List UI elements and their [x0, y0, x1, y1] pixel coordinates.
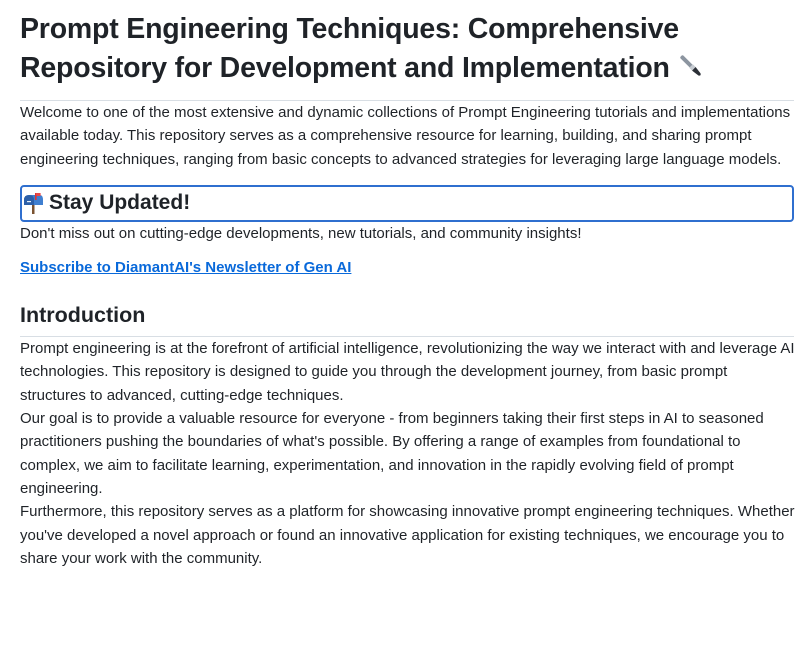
- stay-updated-box: [20, 185, 794, 222]
- paintbrush-icon: [676, 51, 706, 92]
- introduction-paragraph-3: Furthermore, this repository serves as a platform for showcasing innovative prompt engineering techniques. Whether you've developed a novel approach or found an innovative application for existing techniques, we encourage you to share your work with the community.: [20, 503, 795, 567]
- missout-paragraph: Don't miss out on cutting-edge developments, new tutorials, and community insights!: [20, 224, 582, 242]
- introduction-heading: Introduction: [20, 303, 146, 328]
- stay-updated-heading-text: Stay Updated!: [49, 191, 191, 215]
- newsletter-subscribe-link[interactable]: Subscribe to DiamantAI's Newsletter of Gen AI: [20, 259, 352, 277]
- mailbox-icon: [22, 192, 44, 214]
- introduction-paragraph-2: Our goal is to provide a valuable resource for everyone - from beginners taking their first steps in AI to seasoned practitioners pushing the boundaries of what's possible. By offering a range of examples from foundational to complex, we aim to facilitate learning, experimentation, and innovation in the rapidly evolving field of prompt engineering.: [20, 410, 764, 497]
- stay-updated-heading: [22, 191, 190, 215]
- introduction-paragraph-1: Prompt engineering is at the forefront of artificial intelligence, revolutionizing the way we interact with and leverage AI technologies. This repository is designed to guide you through the development journey, from basic prompt structures to advanced, cutting-edge techniques.: [20, 340, 795, 404]
- page-title: [20, 10, 792, 92]
- intro-paragraph: Welcome to one of the most extensive and dynamic collections of Prompt Engineering tutorials and implementations available today. This repository serves as a comprehensive resource for learning, building, and sharing prompt engineering techniques, ranging from basic concepts to advanced strategies for leveraging large language models.: [20, 104, 791, 168]
- page-title-text: Prompt Engineering Techniques: Comprehensive Repository for Development and Implementation: [20, 13, 679, 84]
